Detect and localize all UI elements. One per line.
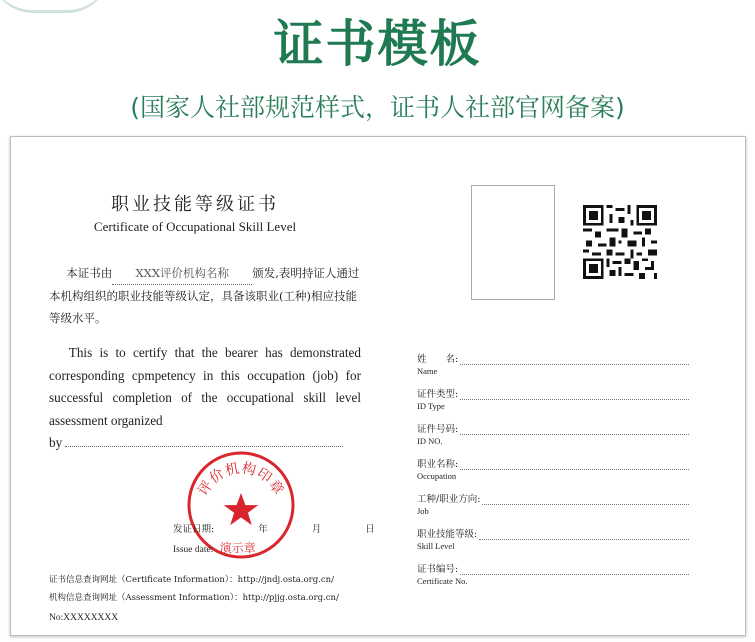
certificate-title-cn: 职业技能等级证书 xyxy=(111,194,279,215)
field-id-number xyxy=(417,421,689,446)
field-label-cn: 证书编号: xyxy=(417,564,459,575)
seal-text: 评价机构印章 xyxy=(195,460,287,499)
qr-code-icon xyxy=(583,205,657,279)
field-label-en: Skill Level xyxy=(417,541,455,551)
field-name xyxy=(417,351,689,376)
issue-year: 年 xyxy=(258,524,268,535)
assessment-info-url: 机构信息查询网址（Assessment Information）：http://pjjg.osta.org.cn/ xyxy=(49,593,339,603)
field-label-cn: 姓 名: xyxy=(417,354,459,365)
field-label-cn: 证件类型: xyxy=(417,389,459,400)
page-title: 证书模板 xyxy=(273,15,482,73)
cert-info-url: 证书信息查询网址（Certificate Information）：http://jndj.osta.org.cn/ xyxy=(49,575,334,585)
field-job xyxy=(417,491,689,516)
org-name-field: XXX评价机构名称 xyxy=(112,262,252,285)
photo-placeholder xyxy=(471,185,555,300)
body-cn-prefix: 本证书由 xyxy=(66,266,113,280)
body-en-by: by xyxy=(49,435,63,450)
issue-date-en-label: Issue date: xyxy=(173,545,214,555)
field-id-type xyxy=(417,386,689,411)
field-skill-level xyxy=(417,526,689,551)
body-cn-suffix: 颁发, xyxy=(252,266,279,280)
issue-date-label: 发证日期: xyxy=(173,524,215,535)
field-label-cn: 工种/职业方向: xyxy=(417,494,481,505)
organizer-field xyxy=(65,446,343,447)
field-label-en: Name xyxy=(417,366,438,376)
issue-day: 日 xyxy=(365,524,375,535)
certificate-number: No:XXXXXXXX xyxy=(49,613,119,623)
field-label-en: ID Type xyxy=(417,401,445,411)
certificate-body-cn xyxy=(49,262,361,329)
certificate-card xyxy=(10,136,746,636)
body-en-text: This is to certify that the bearer has demonstrated corresponding cpmpetency in this occupation (job) for successful completion of the occupational skill level assessment organized xyxy=(49,345,361,428)
seal-watermark: 演示章 xyxy=(219,541,256,555)
issue-date-en xyxy=(173,539,256,556)
body-cn-rest: 表明持证人通过本机构组织的职业技能等级认定，具备该职业(工种)相应技能等级水平。 xyxy=(49,266,360,325)
field-label-en: Occupation xyxy=(417,471,457,481)
certificate-title-en: Certificate of Occupational Skill Level xyxy=(93,219,297,234)
issue-date-cn xyxy=(173,521,375,535)
certificate-body-en xyxy=(49,342,361,455)
field-label-en: ID NO. xyxy=(417,436,443,446)
field-label-en: Job xyxy=(417,506,429,516)
field-certificate-number xyxy=(417,561,689,586)
page-subtitle: (国家人社部规范样式，证书人社部官网备案) xyxy=(130,93,625,122)
field-label-cn: 职业技能等级: xyxy=(417,529,478,540)
issue-month: 月 xyxy=(311,524,322,535)
field-label-cn: 证件号码: xyxy=(417,424,459,435)
field-label-cn: 职业名称: xyxy=(417,459,459,470)
field-label-en: Certificate No. xyxy=(417,576,468,586)
field-occupation xyxy=(417,456,689,481)
